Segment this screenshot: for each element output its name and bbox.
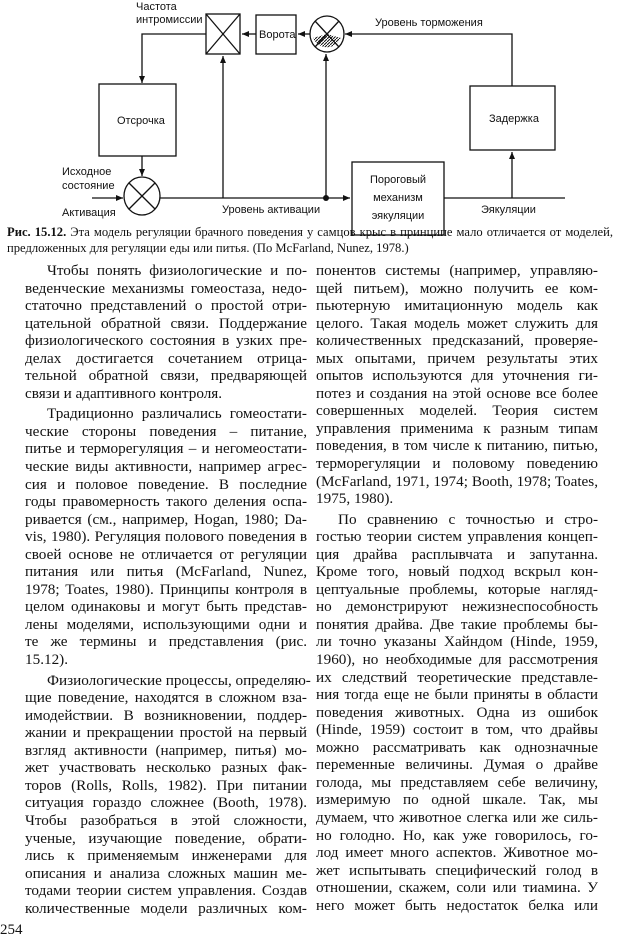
text-line: взгляд активности (например, питья) мо- (25, 741, 307, 759)
text-line: 1975, 1980). (316, 490, 394, 508)
label-activation-level: Уровень активации (222, 204, 321, 216)
figure-caption (7, 224, 613, 256)
text-line: их следствий теоретические представле- (316, 668, 598, 686)
text-line: лод имеет много аспектов. Животное мо- (316, 844, 598, 862)
text-line: мых опытами, причем результаты этих (316, 349, 598, 367)
figure-15-12-diagram (0, 0, 620, 222)
text-line: отношении, скажем, соли или тиамина. У (316, 879, 598, 897)
text-line: поведения, в том числе к питанию, питью, (316, 437, 598, 455)
text-line: сия и половое поведение. В последние (25, 475, 307, 493)
text-line: лены моделями, использующими одни и (25, 615, 307, 633)
label-intromission-rate: Частота (136, 1, 177, 13)
text-line: годы правомерность такого деления оспа- (25, 493, 307, 511)
text-line: целого. Такая модель может служить для (316, 314, 598, 332)
multiplier-box (206, 14, 240, 54)
label-initial-state-2: состояние (62, 180, 115, 192)
caption-text: Эта модель регуляции брачного поведения у самцов крыс в принципе мало отличается от моделей, предложенных для регуляции еды или питья. (По McFarland, Nunez, 1978.) (7, 225, 613, 255)
text-line: опытов используются для уточнения ги- (316, 367, 598, 385)
text-line: щие поведение, находятся в сложном вза- (25, 689, 307, 707)
text-line: лись к применяемым инженерами для (25, 847, 307, 865)
text-line: него может быть недостаток белка или (316, 896, 598, 914)
text-line: щей питьем), можно получить ее ком- (316, 279, 598, 297)
label-delay: Задержка (489, 113, 539, 125)
text-line: связи и адаптивного контроля. (25, 384, 223, 402)
text-line: ция драйва расплывчата и запутанна. (316, 545, 598, 563)
text-line: (McFarland, 1971, 1974; Booth, 1978; Toates, (316, 472, 598, 490)
text-line: ривается (см., например, Hogan, 1980; Da- (25, 510, 307, 528)
text-line: но голодно. Но, как уже говорилось, го- (316, 826, 598, 844)
text-line: ния тогда еще не были приняты в области (316, 686, 598, 704)
text-line: своей основе не отличается от регуляции (25, 545, 307, 563)
text-line: 1960), но необходимые для рассмотрения (316, 651, 598, 669)
text-line: количественных предсказаний, проверяе- (316, 332, 598, 350)
text-line: жет участвовать несколько разных фак- (25, 759, 307, 777)
label-ejaculations: Эякуляции (481, 204, 536, 216)
text-line: веденческие механизмы гомеостаза, недо- (25, 279, 307, 297)
label-threshold-3: эякуляции (371, 210, 425, 222)
text-line: (Hinde, 1959) состоит в том, что драйвы (316, 721, 598, 739)
text-line: имодействии. В возникновении, поддер- (25, 706, 307, 724)
text-line: Физиологические процессы, определяю- (47, 671, 311, 689)
text-line: ситуация гораздо сложнее (Booth, 1978). (25, 794, 307, 812)
text-line: жет испытывать специфический голод в (316, 861, 598, 879)
text-line: описания и анализа сложных машин ме- (25, 864, 307, 882)
text-line: 15.12). (25, 651, 69, 669)
text-line: тодами теории систем управления. Создав (25, 882, 307, 900)
paragraph (316, 262, 598, 508)
text-line: статочно представлений о простой отри- (25, 297, 307, 315)
paragraph (25, 405, 307, 668)
text-line: потез и создания на этой основе все более (316, 384, 598, 402)
text-line: По сравнению с точностью и стро- (338, 510, 598, 528)
text-line: ли точно указаны Хайндом (Hinde, 1959, (316, 633, 598, 651)
text-line: Чтобы разобраться в этой сложности, (25, 811, 307, 829)
text-line: физиологического состояния в узких пре- (25, 332, 307, 350)
text-line: те же термины и представления (рис. (25, 633, 307, 651)
text-line: думаем, что животное слегка или же силь- (316, 808, 598, 826)
text-line: можно рассматривать как однозначные (316, 738, 598, 756)
text-line: ческие стороны поведения – питание, (25, 422, 307, 440)
paragraph (25, 262, 307, 402)
text-line: голода, мы представляем себе величину, (316, 773, 598, 791)
text-line: 1978; Toates, 1980). Принципы контроля в (25, 580, 307, 598)
label-threshold: Пороговый (369, 174, 427, 186)
text-line: гостью теории систем управления концеп- (316, 528, 598, 546)
caption-label: Рис. 15.12. (7, 225, 67, 239)
label-inhibition-level: Уровень торможения (375, 17, 483, 29)
paragraph (25, 671, 311, 918)
text-line: ческие виды активности, например агрес- (25, 458, 307, 476)
label-postpone: Отсрочка (117, 115, 165, 127)
text-line: тельной обратной связи, предваряющей (25, 367, 307, 385)
text-line: целом одинаковы и могут быть представ- (25, 598, 307, 616)
text-line: понятия драйва. Две такие проблемы бы- (316, 615, 598, 633)
text-line: vis, 1980). Регуляция полового поведения в (25, 528, 307, 546)
text-line: поведения животных. Одна из ошибок (316, 703, 598, 721)
text-line: Кроме того, новый подход вскрыл кон- (316, 563, 598, 581)
text-line: терморегуляции и половому поведению (316, 455, 598, 473)
page-number: 254 (0, 922, 23, 938)
paragraph (316, 511, 598, 915)
label-gate: Ворота (259, 29, 296, 41)
text-line: питания или питья (McFarland, Nunez, (25, 563, 307, 581)
text-line: но демонстрируют нежизнеспособность (316, 598, 598, 616)
inhibition-comparator (310, 16, 344, 52)
text-line: Чтобы понять физиологические и по- (47, 262, 307, 279)
text-line: торов (Rolls, Rolls, 1982). При питании (25, 776, 307, 794)
text-line: ученые, изучающие поведение, обрати- (25, 829, 307, 847)
text-line: цептуальные проблемы, которые нагляд- (316, 580, 598, 598)
text-line: управления применима к разным типам (316, 419, 598, 437)
text-line: измеримую по одной шкале. Так, мы (316, 791, 598, 809)
text-line: цательной обратной связи. Поддержание (25, 314, 307, 332)
text-line: Традиционно различались гомеостати- (47, 405, 307, 423)
activation-comparator (124, 177, 160, 215)
label-intromission-rate-2: интромиссии (136, 14, 203, 26)
label-activation: Активация (62, 207, 116, 219)
text-line: пьютерную имитационную модель как (316, 297, 598, 315)
label-threshold-2: механизм (373, 192, 423, 204)
text-line: понентов системы (например, управляю- (316, 262, 598, 279)
label-initial-state: Исходное (62, 166, 112, 178)
text-line: питье и терморегуляция – и негомеостати- (25, 440, 307, 458)
text-line: количественные модели различных ком- (25, 899, 307, 917)
text-line: совершенных моделей. Теория систем (316, 402, 598, 420)
left-column (25, 262, 311, 920)
text-line: жании и прекращении простой на первый (25, 724, 307, 742)
right-column (316, 262, 598, 917)
text-line: переменные величины. Думая о драйве (316, 756, 598, 774)
text-line: делах достигается сочетанием отрица- (25, 349, 307, 367)
